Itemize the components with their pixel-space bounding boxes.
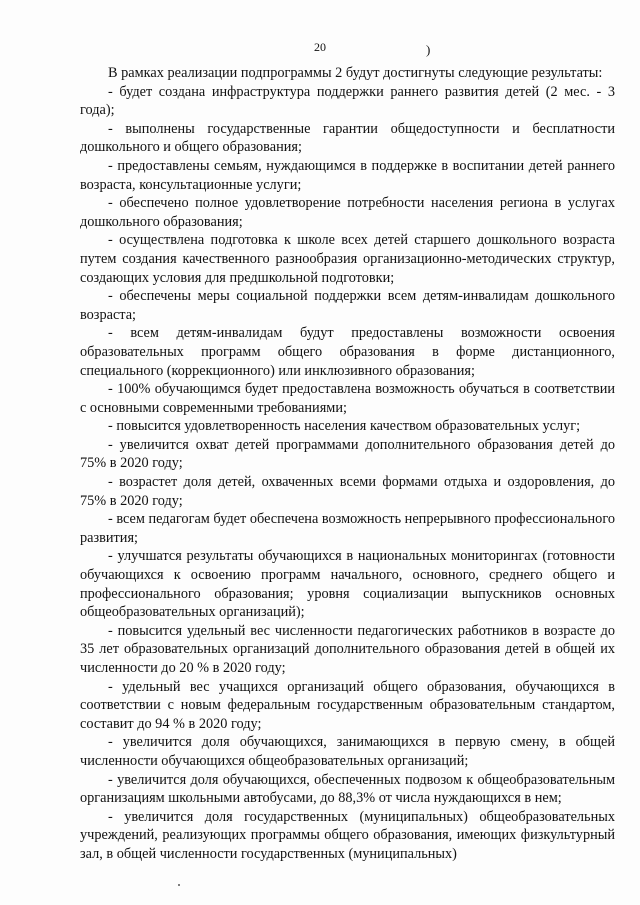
result-item: - увеличится охват детей программами дополнительного образования детей до 75% в 2020 году; [80,436,615,472]
result-item: - увеличится доля обучающихся, обеспеченных подвозом к общеобразовательным организациям школьными автобусами, до 88,3% от числа нуждающихся в нем; [80,771,615,807]
result-item: - будет создана инфраструктура поддержки раннего развития детей (2 мес. - 3 года); [80,83,615,119]
result-item: - увеличится доля обучающихся, занимающихся в первую смену, в общей численности обучающихся общеобразовательных организаций; [80,734,615,769]
result-item: - возрастет доля детей, охваченных всеми формами отдыха и оздоровления, до 75% в 2020 году; [80,474,615,509]
result-item: - повысится удовлетворенность населения качеством образовательных услуг; [108,418,581,435]
result-item: - повысится удельный вес численности педагогических работников в возрасте до 35 лет образовательных организаций дополнительного образования детей в общей их численности до 20 % в 2020 году; [80,622,615,676]
result-item: - обеспечено полное удовлетворение потребности населения региона в услугах дошкольного образования; [80,195,615,230]
body-text [80,64,615,864]
result-item: - увеличится доля государственных (муниципальных) общеобразовательных учреждений, реализующих программы общего образования, имеющих физкультурный зал, в общей численности государственных (муниципальных) [80,808,615,862]
result-item: - удельный вес учащихся организаций общего образования, обучающихся в соответствии с новым федеральным государственным образовательным стандартом, составит до 94 % в 2020 году; [80,678,615,732]
page-number: 20 [314,40,326,54]
scan-speck [178,884,180,886]
result-item: - 100% обучающимся будет предоставлена возможность обучаться в соответствии с основными современными требованиями; [80,381,615,416]
result-item: - улучшатся результаты обучающихся в национальных мониторингах (готовности обучающихся к освоению программ начального, основного, среднего общего и профессионального образования; уровня социализации выпускников основных общеобразовательных организаций); [80,548,615,621]
result-item: - всем детям-инвалидам будут предоставлены возможности освоения образовательных программ общего образования в форме дистанционного, специального (коррекционного) или инклюзивного образования; [80,325,615,379]
result-item: - выполнены государственные гарантии общедоступности и бесплатности дошкольного и общего образования; [80,120,615,156]
result-item: - обеспечены меры социальной поддержки всем детям-инвалидам дошкольного возраста; [80,288,615,323]
result-item: - предоставлены семьям, нуждающимся в поддержке в воспитании детей раннего возраста, консультационные услуги; [80,157,615,193]
intro-paragraph: В рамках реализации подпрограммы 2 будут достигнуты следующие результаты: [108,65,603,81]
result-item: - всем педагогам будет обеспечена возможность непрерывного профессионального развития; [80,511,615,546]
corner-mark: ) [426,42,431,57]
result-item: - осуществлена подготовка к школе всех детей старшего дошкольного возраста путем создания качественного разнообразия организационно-методических структур, создающих условия для предшкольной подготовки; [80,232,615,286]
